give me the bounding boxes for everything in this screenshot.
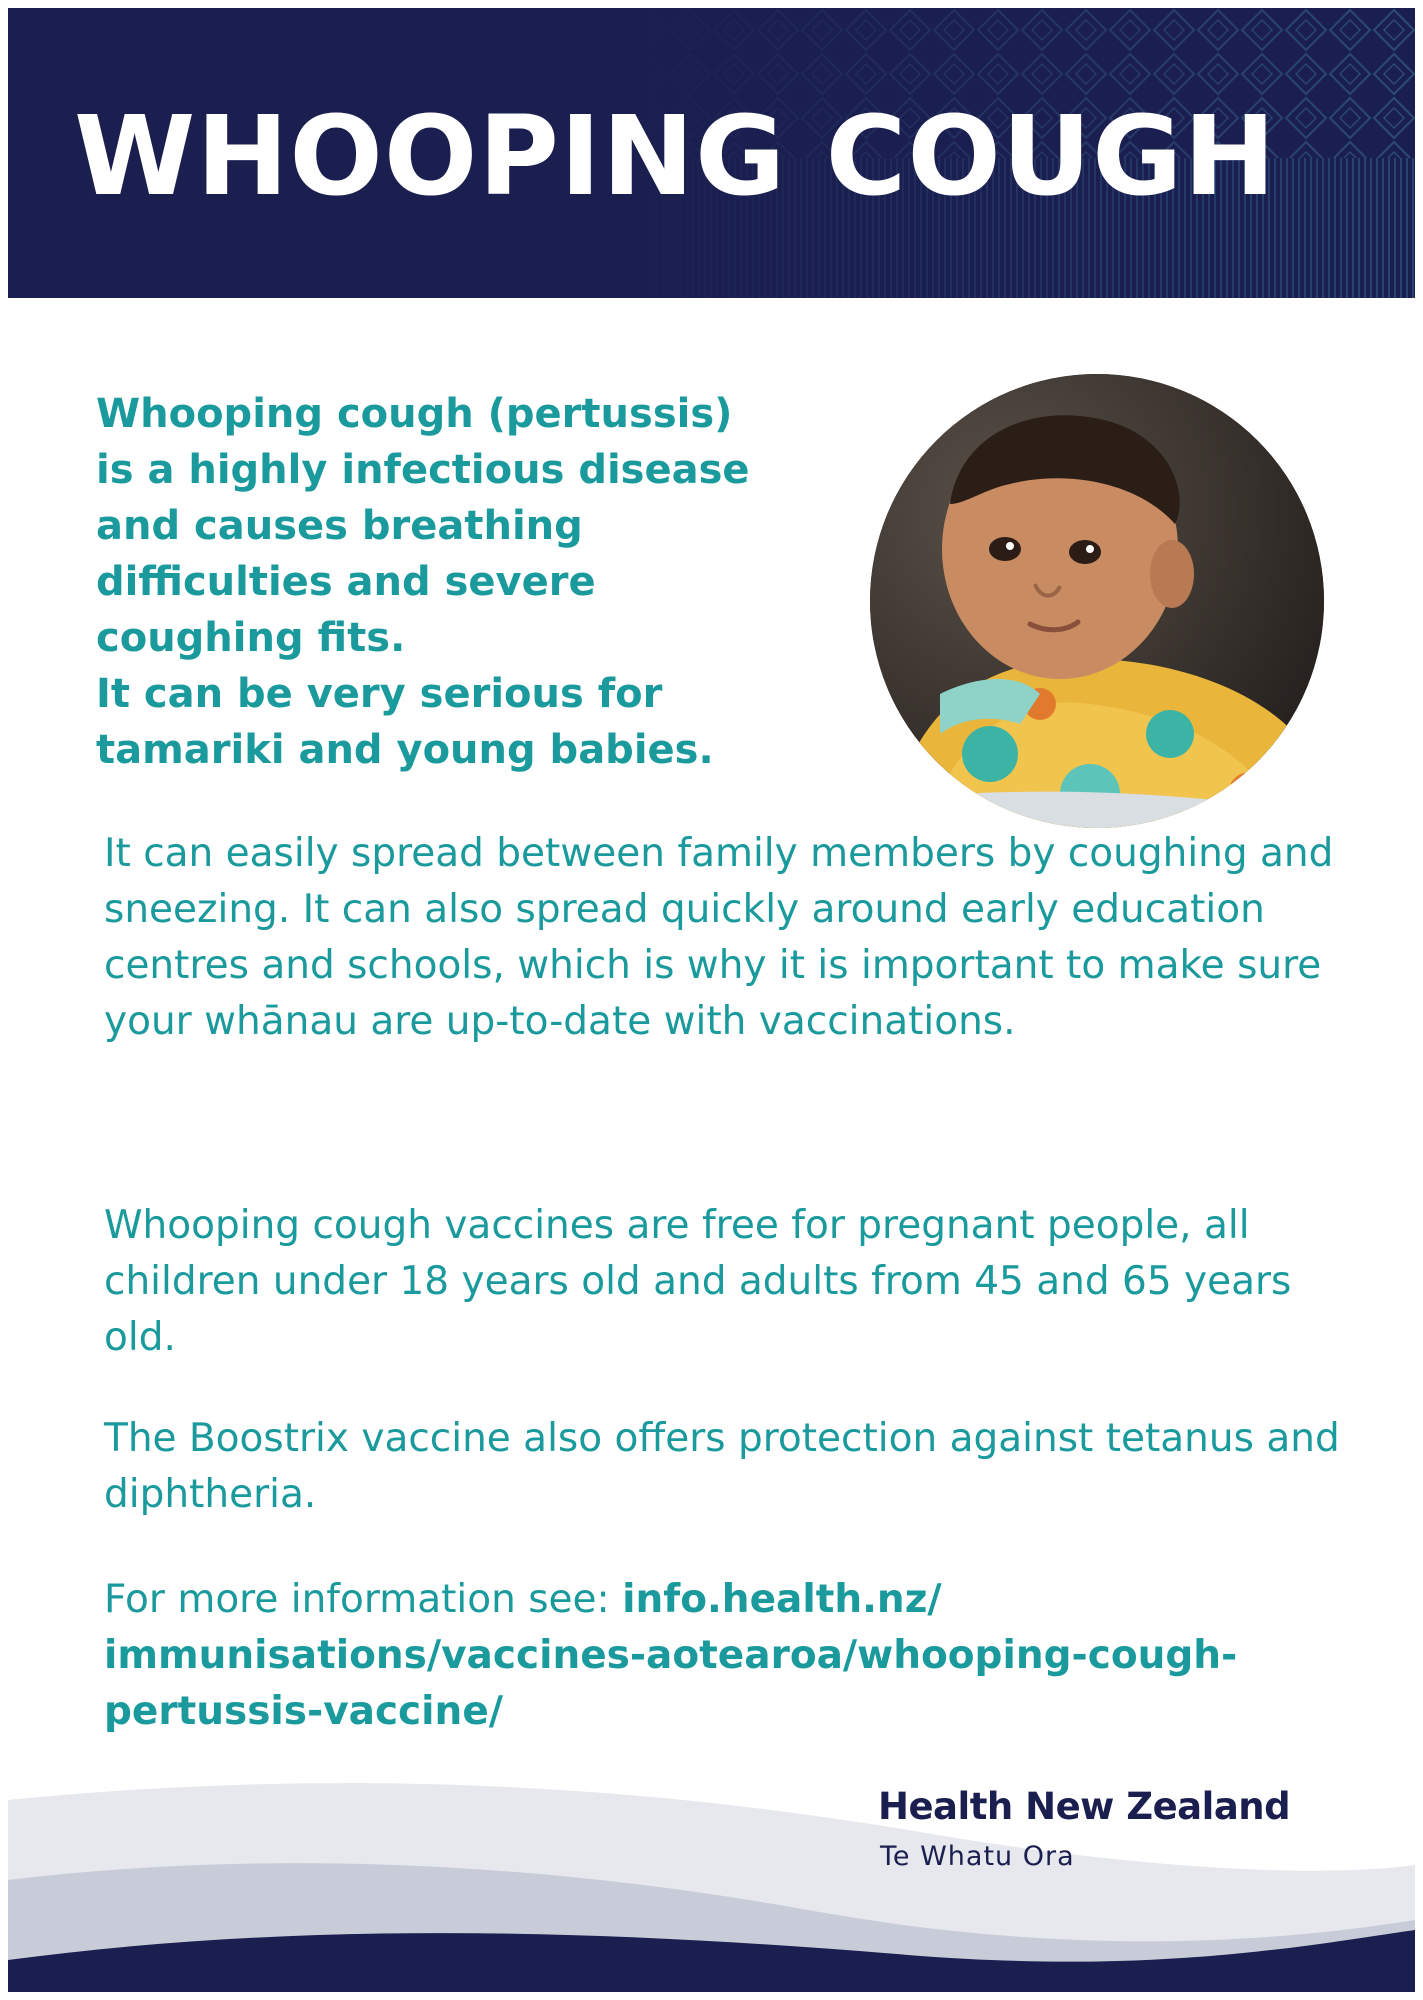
spread-paragraph: It can easily spread between family members by coughing and sneezing. It can also spread quickly around early education centres and schools, which is why it is important to make sure your whānau are up-to-date with vaccinations. bbox=[104, 831, 1334, 1044]
intro-line: tamariki and young babies. bbox=[96, 727, 714, 773]
boostrix-paragraph: The Boostrix vaccine also offers protection against tetanus and diphtheria. bbox=[104, 1416, 1340, 1517]
free-vaccine-paragraph: Whooping cough vaccines are free for pregnant people, all children under 18 years old and adults from 45 and 65 years old. bbox=[104, 1203, 1292, 1360]
info-link[interactable]: info.health.nz/ immunisations/vaccines-aotearoa/whooping-cough-pertussis-vaccine/ bbox=[104, 1577, 1238, 1734]
intro-line: Whooping cough (pertussis) bbox=[96, 391, 733, 437]
intro-line: It can be very serious for bbox=[96, 671, 663, 717]
poster bbox=[8, 8, 1415, 1992]
intro-line: difficulties and severe bbox=[96, 559, 596, 605]
brand-subtitle: Te Whatu Ora bbox=[880, 1841, 1075, 1872]
intro-line: is a highly infectious disease bbox=[96, 447, 750, 493]
header-banner bbox=[8, 8, 1415, 298]
intro-line: and causes breathing bbox=[96, 503, 583, 549]
page-title: WHOOPING COUGH bbox=[74, 92, 1277, 220]
baby-photo bbox=[870, 374, 1324, 828]
more-info-label: For more information see: bbox=[104, 1577, 623, 1622]
more-info-paragraph bbox=[104, 1572, 1344, 1740]
intro-text bbox=[96, 386, 856, 778]
brand-name: Health New Zealand bbox=[878, 1785, 1291, 1828]
baby-illustration bbox=[870, 374, 1324, 828]
intro-line: coughing fits. bbox=[96, 615, 406, 661]
